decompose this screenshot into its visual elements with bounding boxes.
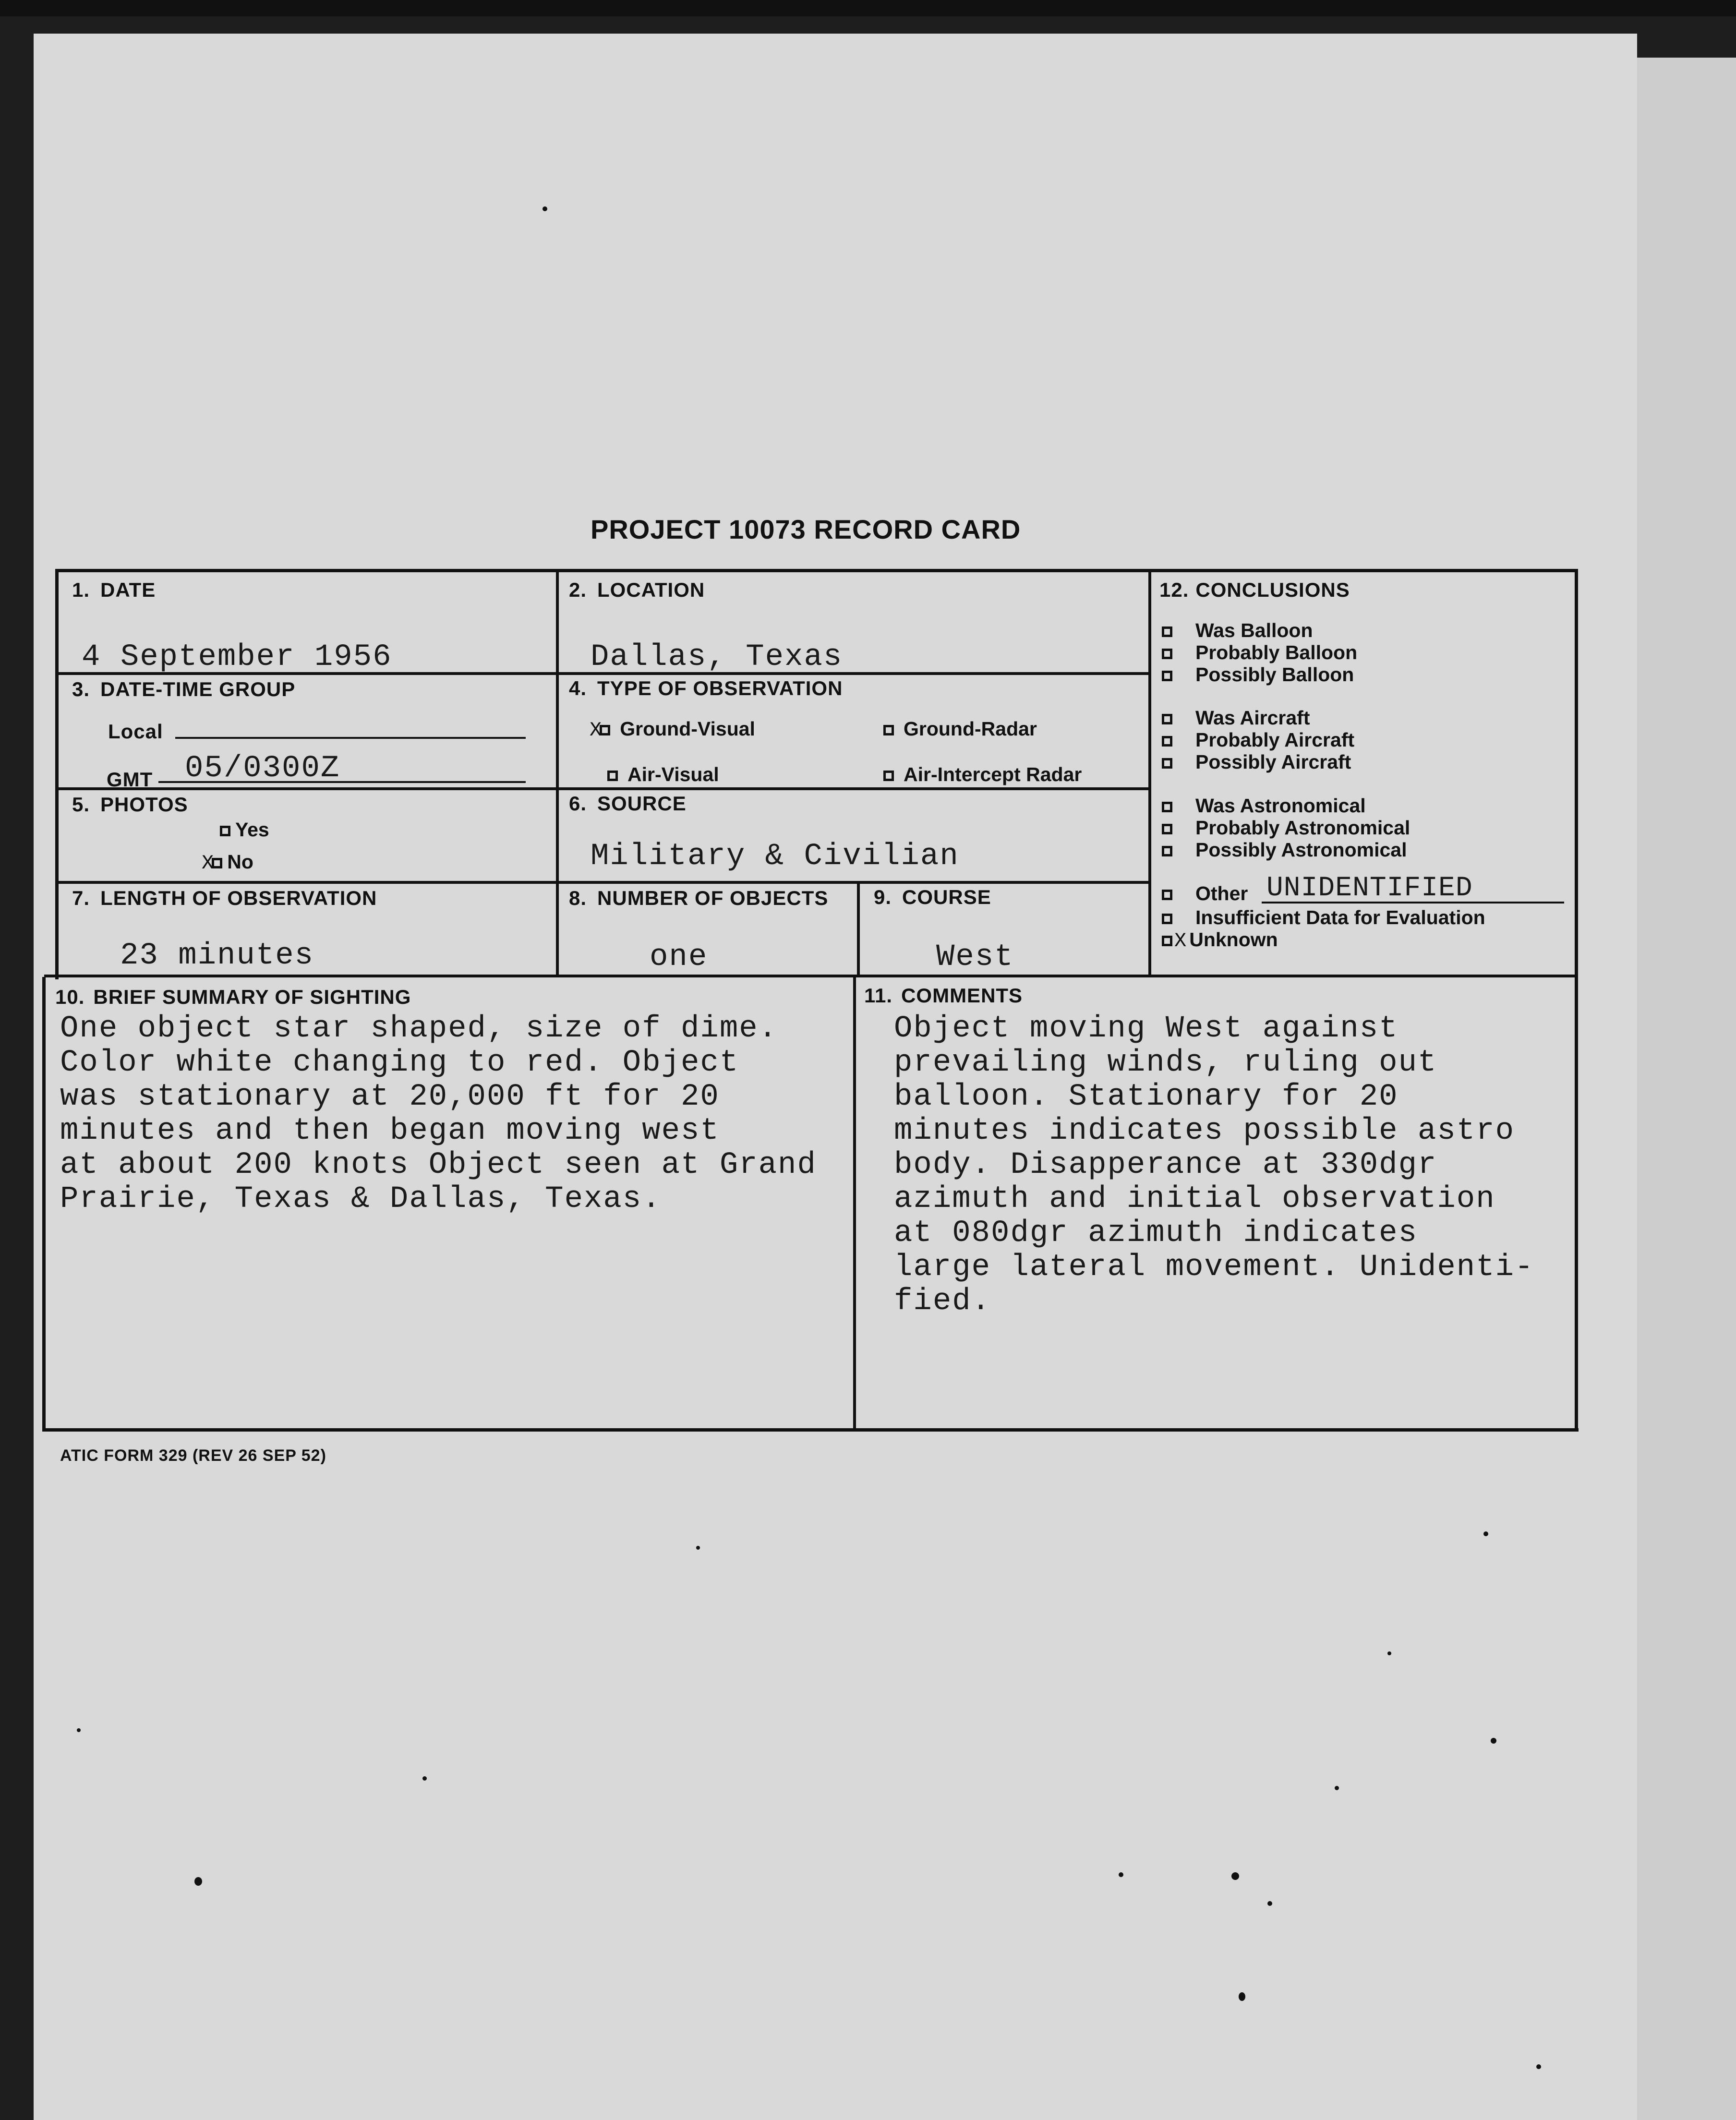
conclusion-other[interactable]: Other [1162,882,1248,905]
option-air-intercept-radar[interactable]: Air-Intercept Radar [883,763,1082,786]
comments-line: fied. [894,1284,991,1319]
checkbox-icon [1162,626,1172,637]
date-header: 1. DATE [72,578,156,601]
date-value: 4 September 1956 [82,640,392,675]
summary-line: at about 200 knots Object seen at Grand [60,1148,817,1182]
checkbox-icon [1162,802,1172,812]
location-header: 2. LOCATION [569,578,705,601]
conclusion-was-astronomical[interactable]: Was Astronomical [1162,795,1366,817]
summary-header: 10. BRIEF SUMMARY OF SIGHTING [55,986,411,1008]
checkbox-icon [607,771,618,781]
conclusion-possibly-balloon[interactable]: Possibly Balloon [1162,663,1354,686]
conclusion-unknown[interactable]: X Unknown [1162,928,1278,952]
local-time-label: Local [108,720,163,743]
objects-value: one [650,940,708,975]
comments-line: large lateral movement. Unidenti- [894,1250,1534,1285]
option-air-visual[interactable]: Air-Visual [607,763,719,786]
checkbox-icon [1162,824,1172,834]
checkbox-icon [1162,846,1172,856]
comments-line: Object moving West against [894,1012,1398,1046]
option-ground-radar[interactable]: Ground-Radar [883,718,1037,740]
conclusion-was-balloon[interactable]: Was Balloon [1162,619,1313,642]
summary-line: Color white changing to red. Object [60,1046,739,1080]
form-id: ATIC FORM 329 (REV 26 SEP 52) [60,1446,326,1465]
comments-line: azimuth and initial observation [894,1182,1495,1217]
location-value: Dallas, Texas [591,640,843,675]
scan-top-edge [0,0,1736,16]
source-header: 6. SOURCE [569,792,687,815]
comments-line: prevailing winds, ruling out [894,1046,1437,1080]
checkbox-icon [600,725,610,735]
checkbox-icon [1162,736,1172,747]
local-time-line [175,737,526,739]
checkbox-icon [1162,758,1172,769]
date-time-group-header: 3. DATE-TIME GROUP [72,678,296,700]
gmt-value: 05/0300Z [185,751,340,786]
conclusions-header: 12. CONCLUSIONS [1159,578,1350,601]
length-header: 7. LENGTH OF OBSERVATION [72,887,377,909]
course-value: West [936,940,1014,975]
option-ground-visual[interactable]: X Ground-Visual [590,718,755,742]
conclusion-other-value: UNIDENTIFIED [1266,873,1473,904]
summary-line: was stationary at 20,000 ft for 20 [60,1080,720,1114]
length-value: 23 minutes [120,939,314,973]
summary-line: minutes and then began moving west [60,1114,720,1148]
summary-line: Prairie, Texas & Dallas, Texas. [60,1182,662,1217]
conclusion-probably-balloon[interactable]: Probably Balloon [1162,641,1357,664]
checkbox-icon [220,826,230,836]
observation-type-header: 4. TYPE OF OBSERVATION [569,677,843,699]
objects-header: 8. NUMBER OF OBJECTS [569,887,829,909]
checkbox-icon [883,725,894,735]
comments-line: at 080dgr azimuth indicates [894,1216,1418,1251]
other-line [1262,902,1564,903]
option-photos-yes[interactable]: Yes [220,819,269,841]
comments-line: balloon. Stationary for 20 [894,1080,1398,1114]
conclusion-insufficient-data[interactable]: Insufficient Data for Evaluation [1162,906,1485,929]
checkbox-icon [1162,936,1172,946]
comments-line: minutes indicates possible astro [894,1114,1515,1148]
checkbox-icon [1162,671,1172,681]
checkbox-icon [1162,890,1172,900]
scan-right-edge [1637,58,1736,2120]
checkbox-icon [212,858,222,868]
conclusion-was-aircraft[interactable]: Was Aircraft [1162,707,1310,729]
comments-line: body. Disapperance at 330dgr [894,1148,1437,1182]
photos-header: 5. PHOTOS [72,793,188,816]
checkbox-icon [883,771,894,781]
checkbox-icon [1162,714,1172,724]
conclusion-possibly-aircraft[interactable]: Possibly Aircraft [1162,751,1351,773]
conclusion-probably-astronomical[interactable]: Probably Astronomical [1162,817,1410,839]
summary-line: One object star shaped, size of dime. [60,1012,778,1046]
checkbox-icon [1162,914,1172,924]
checkbox-icon [1162,649,1172,659]
option-photos-no[interactable]: X No [202,851,253,875]
conclusion-possibly-astronomical[interactable]: Possibly Astronomical [1162,839,1407,861]
gmt-label: GMT [107,768,153,791]
course-header: 9. COURSE [874,886,991,908]
source-value: Military & Civilian [591,839,959,874]
comments-header: 11. COMMENTS [864,984,1023,1007]
conclusion-probably-aircraft[interactable]: Probably Aircraft [1162,729,1354,751]
card-title: PROJECT 10073 RECORD CARD [591,514,1021,544]
